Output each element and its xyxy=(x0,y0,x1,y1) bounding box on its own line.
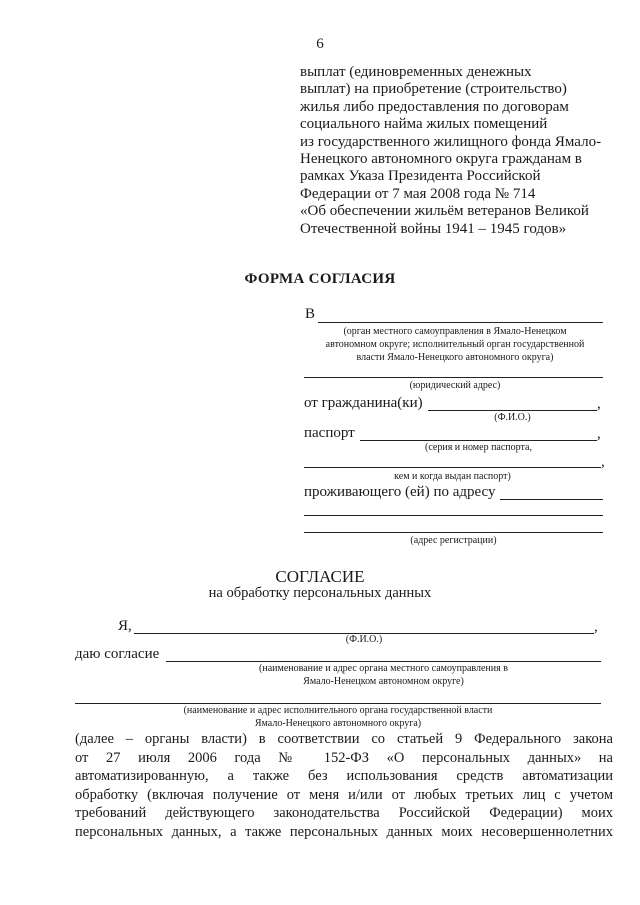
consent-fio-hint: (Ф.И.О.) xyxy=(345,634,383,645)
consent-subtitle: на обработку персональных данных xyxy=(208,585,432,601)
header-line: Федерации от 7 мая 2008 года № 714 xyxy=(300,185,536,202)
header-line: выплат) на приобретение (строительство) xyxy=(300,81,567,98)
give-label: даю согласие xyxy=(75,646,160,662)
i-label: Я, xyxy=(118,618,132,634)
consent-title: СОГЛАСИЕ xyxy=(275,567,365,586)
comma: , xyxy=(597,426,601,442)
organ-hint-1: (наименование и адрес органа местного самоуправления в Ямало-Ненецком автономном округе) xyxy=(259,663,508,687)
fio-hint: (Ф.И.О.) xyxy=(494,412,531,423)
to-label: В xyxy=(305,306,316,322)
organ-field[interactable] xyxy=(318,322,603,323)
registration-hint: (адрес регистрации) xyxy=(410,535,497,546)
body-line: персональных данных, а также персональных данных моих несовершеннолетних xyxy=(75,823,613,840)
header-line: рамках Указа Президента Российской xyxy=(300,168,541,185)
address-field-3[interactable] xyxy=(304,532,603,533)
from-label: от гражданина(ки) xyxy=(304,395,423,411)
comma: , xyxy=(597,396,601,412)
body-line: обработку (включая получение от меня и/или от любых третьих лиц с учетом xyxy=(75,786,613,803)
header-line: выплат (единовременных денежных xyxy=(300,64,532,80)
comma: , xyxy=(601,454,605,470)
header-line: Отечественной войны 1941 – 1945 годов» xyxy=(300,220,567,237)
address-field[interactable] xyxy=(500,499,603,500)
comma: , xyxy=(594,619,598,635)
form-title: ФОРМА СОГЛАСИЯ xyxy=(244,271,396,287)
body-line: (далее – органы власти) в соответствии со статьей 9 Федерального закона xyxy=(75,731,613,747)
legal-address-hint: (юридический адрес) xyxy=(409,380,501,391)
header-line: Ненецкого автономного округа гражданам в xyxy=(300,151,582,168)
passport-hint: (серия и номер паспорта, xyxy=(425,442,532,453)
issued-hint: кем и когда выдан паспорт) xyxy=(394,471,511,482)
header-line: из государственного жилищного фонда Ямало- xyxy=(300,133,602,150)
header-line: социального найма жилых помещений xyxy=(300,116,548,133)
body-line: требований действующего законодательства Российской Федерации) моих xyxy=(75,805,613,822)
address-field-2[interactable] xyxy=(304,515,603,516)
body-line: от 27 июля 2006 года № 152-ФЗ «О персональных данных» на xyxy=(75,749,613,766)
passport-issued-field[interactable] xyxy=(304,467,601,468)
residing-label: проживающего (ей) по адресу xyxy=(304,484,496,500)
header-block xyxy=(300,64,601,238)
organ-hint-2: (наименование и адрес исполнительного органа государственной власти Ямало-Ненецкого автономного округа) xyxy=(183,705,493,729)
passport-label: паспорт xyxy=(304,425,355,441)
organ-hint: (орган местного самоуправления в Ямало-Ненецком автономном округе; исполнительный орган государственной власти Ямало-Ненецкого автономного округа) xyxy=(325,326,585,363)
legal-address-field[interactable] xyxy=(304,377,603,378)
header-line: «Об обеспечении жильём ветеранов Великой xyxy=(300,203,589,220)
body-line: автоматизированную, а также без использования средств автоматизации xyxy=(75,768,613,785)
consent-body xyxy=(75,730,613,842)
header-line: жилья либо предоставления по договорам xyxy=(300,98,569,115)
page-number: 6 xyxy=(316,36,324,52)
